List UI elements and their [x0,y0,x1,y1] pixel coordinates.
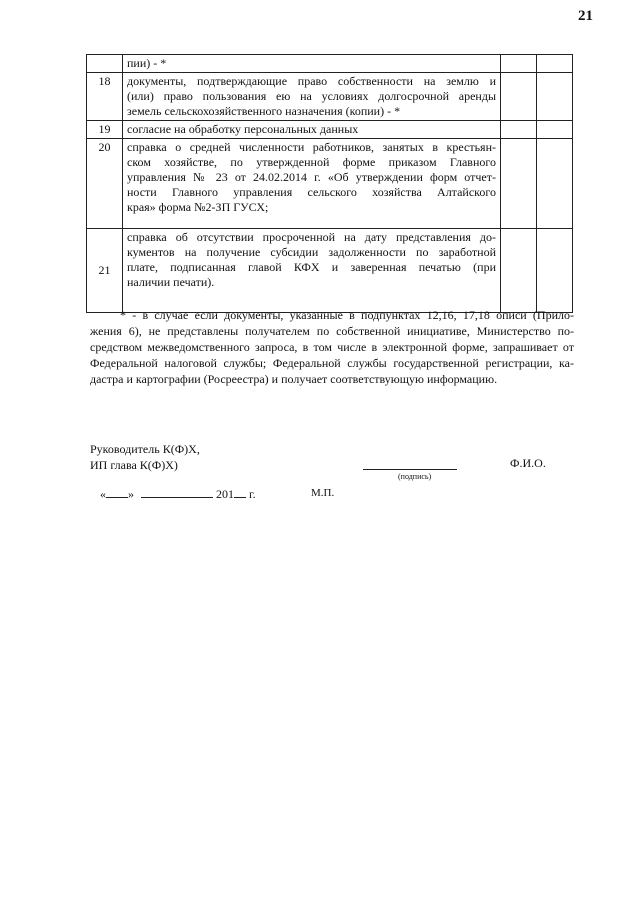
empty-cell [537,121,573,139]
description-line: плате, подписанная главой КФХ и заверенная печатью (при [127,260,496,274]
signature-line [363,469,457,470]
year-blank [234,487,246,498]
description-line: пии) - * [127,56,167,70]
description-line: управления № 23 от 24.02.2014 г. «Об утверждении форм отчет- [127,170,496,184]
role-line: ИП глава К(Ф)Х) [90,458,178,472]
table-row [87,229,573,313]
empty-cell [501,139,537,229]
empty-cell [537,229,573,313]
empty-cell [501,55,537,73]
description-line: ском хозяйстве, по утвержденной форме приказом Главного [127,155,496,169]
description-line: наличии печати). [127,275,215,289]
empty-cell [537,139,573,229]
table-row [87,139,573,229]
month-blank [141,487,213,498]
row-number: 19 [87,121,123,139]
date-open-quote: « [100,487,106,501]
signatory-role [90,441,200,473]
row-description [123,73,501,121]
row-number: 20 [87,139,123,229]
row-number: 18 [87,73,123,121]
table-row [87,73,573,121]
stamp-place-label: М.П. [311,487,335,499]
description-line: справка об отсутствии просроченной на дату представления до- [127,230,496,244]
full-name-label: Ф.И.О. [510,456,546,470]
table-row [87,121,573,139]
description-line: края» форма №2-ЗП ГУСХ; [127,200,269,214]
year-suffix: г. [246,487,256,501]
row-description [123,55,501,73]
row-description [123,121,501,139]
row-number [87,55,123,73]
row-description [123,139,501,229]
row-number: 21 [87,229,123,313]
description-line: документы, подтверждающие право собственности на землю и [127,74,496,88]
documents-table [86,54,573,313]
footnote [90,307,574,387]
footnote-line: средством межведомственного запроса, в том числе в электронной форме, запрашивает от [90,340,574,354]
description-line: справка о средней численности работников, занятых в крестьян- [127,140,496,154]
footnote-line: * - в случае если документы, указанные в подпунктах 12,16, 17,18 описи (Прило- [120,308,574,322]
footnote-line: Федеральной налоговой службы; Федеральной службы государственной регистрации, ка- [90,356,574,370]
footnote-line: дастра и картографии (Росреестра) и получает соответствующую информацию. [90,372,498,386]
row-description [123,229,501,313]
description-line: ности Главного управления сельского хозяйства Алтайского [127,185,496,199]
role-line: Руководитель К(Ф)Х, [90,442,200,456]
description-line: земель сельскохозяйственного назначения (копии) - * [127,104,401,118]
description-line: кументов на получение субсидии задолженности по заработной [127,245,496,259]
empty-cell [537,55,573,73]
page-number: 21 [578,8,593,24]
date-close-quote: » [128,487,134,501]
empty-cell [501,73,537,121]
empty-cell [501,121,537,139]
table-row [87,55,573,73]
empty-cell [537,73,573,121]
date-line [100,487,256,502]
description-line: (или) право пользования ею на условиях долгосрочной аренды [127,89,496,103]
day-blank [106,487,128,498]
signature-caption: (подпись) [398,472,432,481]
empty-cell [501,229,537,313]
year-prefix: 201 [216,487,234,501]
footnote-line: жения 6), не представлены получателем по собственной инициативе, Министерство по- [90,324,574,338]
description-line: согласие на обработку персональных данных [127,122,359,136]
